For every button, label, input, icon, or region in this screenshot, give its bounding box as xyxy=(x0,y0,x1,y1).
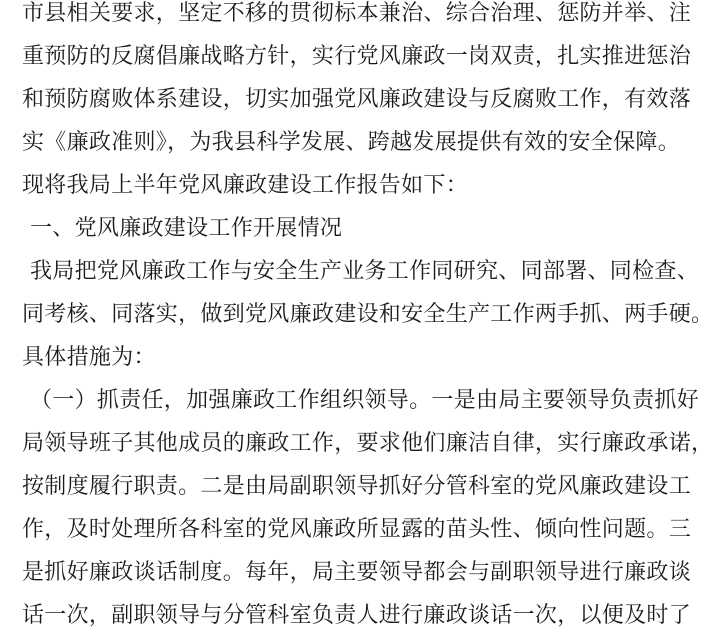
text-line-14: 是抓好廉政谈话制度。每年，局主要领导都会与副职领导进行廉政谈 xyxy=(22,560,692,585)
text-line-1: 市县相关要求，坚定不移的贯彻标本兼治、综合治理、惩防并举、注 xyxy=(22,1,692,26)
text-line-9: 具体措施为： xyxy=(22,345,156,370)
text-line-2: 重预防的反腐倡廉战略方针，实行党风廉政一岗双责，扎实推进惩治 xyxy=(22,44,692,69)
text-line-15: 话一次，副职领导与分管科室负责人进行廉政谈话一次，以便及时了 xyxy=(22,603,692,628)
text-line-13: 作，及时处理所各科室的党风廉政所显露的苗头性、倾向性问题。三 xyxy=(22,517,692,542)
text-line-8: 同考核、同落实，做到党风廉政建设和安全生产工作两手抓、两手硬。 xyxy=(22,302,713,327)
text-line-12: 按制度履行职责。二是由局副职领导抓好分管科室的党风廉政建设工 xyxy=(22,474,692,499)
text-line-3: 和预防腐败体系建设，切实加强党风廉政建设与反腐败工作，有效落 xyxy=(22,87,692,112)
section-heading: 一、党风廉政建设工作开展情况 xyxy=(30,216,343,241)
text-line-11: 局领导班子其他成员的廉政工作，要求他们廉洁自律，实行廉政承诺， xyxy=(22,431,713,456)
text-line-5: 现将我局上半年党风廉政建设工作报告如下： xyxy=(22,173,469,198)
text-line-7: 我局把党风廉政工作与安全生产业务工作同研究、同部署、同检查、 xyxy=(30,259,700,284)
text-line-10: （一）抓责任，加强廉政工作组织领导。一是由局主要领导负责抓好 xyxy=(30,388,700,413)
text-line-4: 实《廉政准则》，为我县科学发展、跨越发展提供有效的安全保障。 xyxy=(22,130,681,155)
